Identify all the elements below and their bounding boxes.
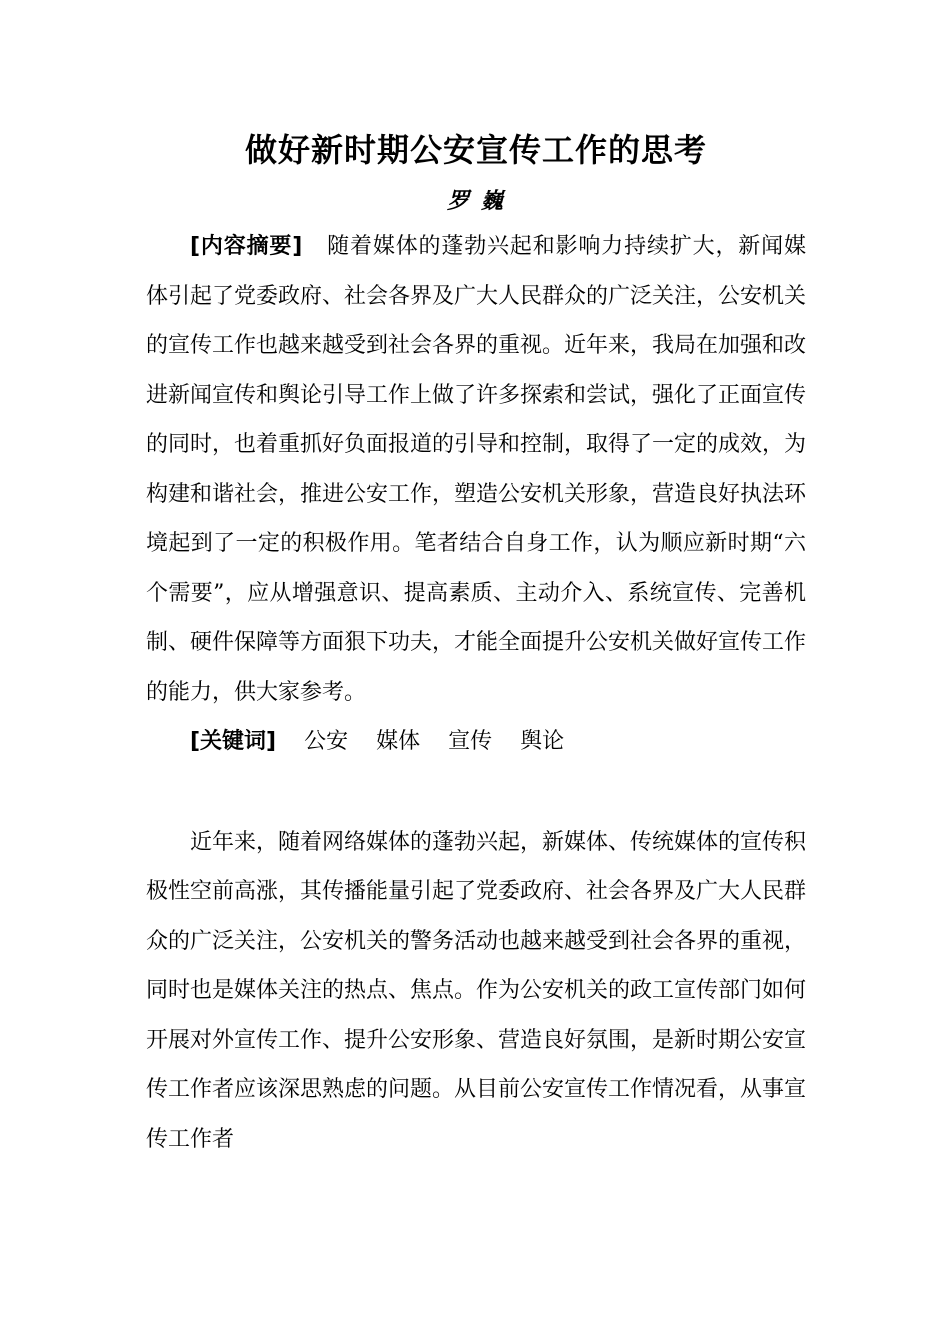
keyword-item: 宣传 [448,729,493,754]
keyword-item: 公安 [304,729,349,754]
keyword-item: 媒体 [376,729,421,754]
abstract-paragraph [146,222,806,717]
body-paragraph: 近年来，随着网络媒体的蓬勃兴起，新媒体、传统媒体的宣传积极性空前高涨，其传播能量引起了党委政府、社会各界及广大人民群众的广泛关注，公安机关的警务活动也越来越受到社会各界的重视，同时也是媒体关注的热点、焦点。作为公安机关的政工宣传部门如何开展对外宣传工作、提升公安形象、营造良好氛围，是新时期公安宣传工作者应该深思熟虑的问题。从目前公安宣传工作情况看，从事宣传工作者 [146,829,807,1152]
keywords-label: [关键词] [190,729,277,754]
abstract-label: [内容摘要] [190,234,303,259]
document-page [146,118,806,1164]
abstract-text: 随着媒体的蓬勃兴起和影响力持续扩大，新闻媒体引起了党委政府、社会各界及广大人民群众的广泛关注，公安机关的宣传工作也越来越受到社会各界的重视。近年来，我局在加强和改进新闻宣传和舆论引导工作上做了许多探索和尝试，强化了正面宣传的同时，也着重抓好负面报道的引导和控制，取得了一定的成效，为构建和谐社会，推进公安工作，塑造公安机关形象，营造良好执法环境起到了一定的积极作用。笔者结合自身工作，认为顺应新时期“六个需要”，应从增强意识、提高素质、主动介入、系统宣传、完善机制、硬件保障等方面狠下功夫，才能全面提升公安机关做好宣传工作的能力，供大家参考。 [146,234,807,705]
keywords-line [146,717,806,767]
page-title: 做好新时期公安宣传工作的思考 [244,131,707,169]
keyword-item: 舆论 [520,729,565,754]
author-name: 罗 巍 [447,188,505,214]
